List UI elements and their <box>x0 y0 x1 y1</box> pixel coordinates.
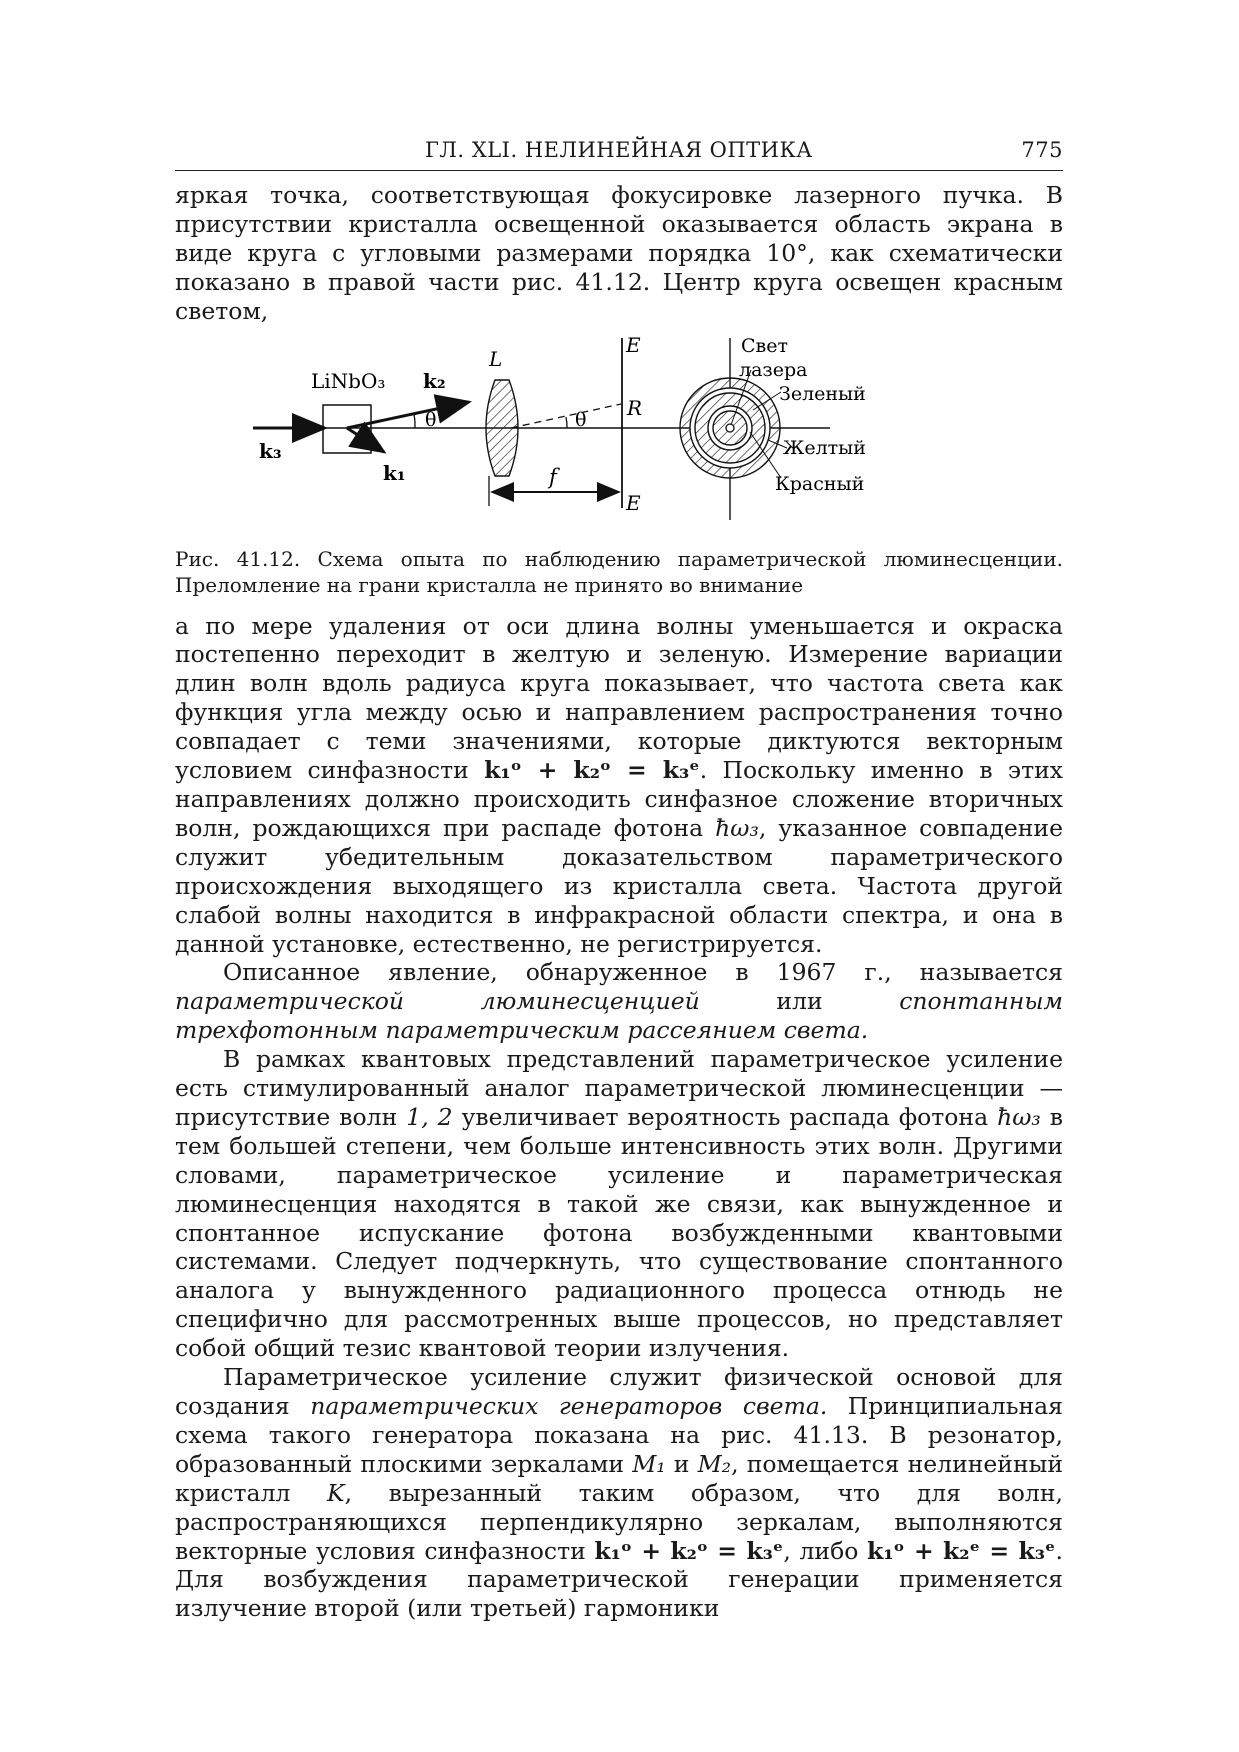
paragraph-1: яркая точка, соответствующая фокусировке лазерного пучка. В присутствии кристалла освещенной оказывается область экрана в виде круга с угловыми размерами порядка 10°, как схематически показано в правой части рис. 41.12. Центр круга освещен красным светом, <box>175 181 1063 325</box>
p3-text-a: Описанное явление, обнаруженное в 1967 г., называется <box>223 958 1063 987</box>
paragraph-3 <box>175 958 1063 1045</box>
r-label: R <box>627 395 643 420</box>
caption-label: Рис. 41.12. <box>175 546 301 571</box>
p2-text-a: а по мере удаления от оси длина волны уменьшается и окраска постепенно переходит в желтую и зеленую. Измерение вариации длин волн вдоль радиуса круга показывает, что частота света как функция угла между осью и направлением распространения точно совпадает с теми значениями, которые диктуются векторным условием синфазности <box>175 611 1063 785</box>
p5-text-e: , вырезанный таким образом, что для волн, распространяющихся перпендикулярно зеркалам, выполняются векторные условия синфазности <box>175 1478 1063 1565</box>
p5-text-c: и <box>665 1449 698 1478</box>
p5-m2: M₂ <box>697 1449 732 1478</box>
crystal-label: LiNbO₃ <box>311 368 386 393</box>
k2-label: k₂ <box>423 368 446 393</box>
p4-text-a: В рамках квантовых представлений параметрическое усиление есть стимулированный аналог параметрической люминесценции — присутствие волн <box>175 1045 1063 1131</box>
legend-green: Зеленый <box>779 382 866 405</box>
laser-spot <box>726 424 734 432</box>
paragraph-2 <box>175 612 1063 959</box>
p5-text-d: , помещается нелинейный кристалл <box>175 1449 1063 1507</box>
lens-label: L <box>489 346 503 371</box>
page <box>175 138 1063 1623</box>
legend-laser-2: лазера <box>739 358 808 381</box>
p5-formula-2: k₁ᵒ + k₂ᵉ = k₃ᵉ <box>867 1536 1056 1565</box>
caption-text: Схема опыта по наблюдению параметрической люминесценции. Преломление на грани кристалла не принято во внимание <box>175 546 1064 597</box>
k1-arrow <box>347 428 384 452</box>
p4-text-c: в тем большей степени, чем больше интенсивность этих волн. Другими словами, параметрическое усиление и параметрическая люминесценция находятся в такой же связи, как вынужденное и спонтанное испускание фотона возбужденными квантовыми системами. Следует подчеркнуть, что существование спонтанного аналога у вынужденного радиационного процесса отнюдь не специфично для рассмотренных выше процессов, но представляет собой общий тезис квантовой теории излучения. <box>175 1102 1063 1363</box>
legend-laser-1: Свет <box>741 334 788 357</box>
k2-arrow <box>347 402 469 428</box>
theta-arc-2 <box>566 417 567 428</box>
p5-k: K <box>327 1478 345 1507</box>
figure-caption <box>175 546 1063 598</box>
p2-hbar-omega: ħω₃ <box>715 813 759 842</box>
p3-text-b: или <box>699 987 900 1016</box>
p5-text-a: Параметрическое усиление служит физической основой для создания <box>175 1363 1063 1420</box>
p2-text-c: , указанное совпадение служит убедительным доказательством параметрического происхождения выходящего из кристалла света. Частота другой слабой волны находится в инфракрасной области спектра, и она в данной установке, естественно, не регистрируется. <box>175 813 1063 958</box>
p2-formula: k₁ᵒ + k₂ᵒ = k₃ᵉ <box>484 756 700 785</box>
paragraph-4 <box>175 1045 1063 1363</box>
running-header <box>175 138 1063 171</box>
p5-m1: M₁ <box>632 1449 666 1478</box>
p3-term-1: параметрической люминесценцией <box>175 987 700 1016</box>
p5-text-f: , либо <box>783 1536 868 1565</box>
p5-term: параметрических генераторов света. <box>310 1392 828 1420</box>
legend-yellow: Желтый <box>783 436 866 459</box>
k1-label: k₁ <box>383 460 406 485</box>
k3-label: k₃ <box>259 438 282 463</box>
p4-text-b: увеличивает вероятность распада фотона <box>452 1102 998 1131</box>
chapter-title: ГЛ. XLI. НЕЛИНЕЙНАЯ ОПТИКА <box>425 138 813 162</box>
p3-term-2: спонтанным трехфотонным параметрическим рассеянием света. <box>175 987 1063 1045</box>
f-label: f <box>549 464 557 489</box>
p5-formula-1: k₁ᵒ + k₂ᵒ = k₃ᵉ <box>594 1536 784 1565</box>
p4-hbar-omega: ħω₃ <box>997 1102 1041 1131</box>
theta-label-2: θ <box>575 408 587 431</box>
page-number: 775 <box>1021 138 1063 162</box>
legend-red: Красный <box>775 472 865 495</box>
p5-text-b: Принципиальная схема такого генератора показана на рис. 41.13. В резонатор, образованный плоскими зеркалами <box>175 1392 1063 1478</box>
theta-arc-1 <box>414 414 415 428</box>
paragraph-5 <box>175 1363 1063 1623</box>
p4-waves: 1, 2 <box>406 1102 453 1131</box>
p2-text-b: . Поскольку именно в этих направлениях должно происходить синфазное сложение вторичных волн, рождающихся при распаде фотона <box>175 756 1063 842</box>
screen-label-bottom: E <box>626 490 641 515</box>
figure-41-12 <box>175 330 1063 540</box>
theta-label-1: θ <box>425 408 437 431</box>
figure-diagram <box>175 330 1063 540</box>
p5-text-g: . Для возбуждения параметрической генерации применяется излучение второй (или третьей) гармоники <box>175 1536 1063 1623</box>
screen-label-top: E <box>626 332 641 357</box>
dashed-ray <box>511 404 621 428</box>
